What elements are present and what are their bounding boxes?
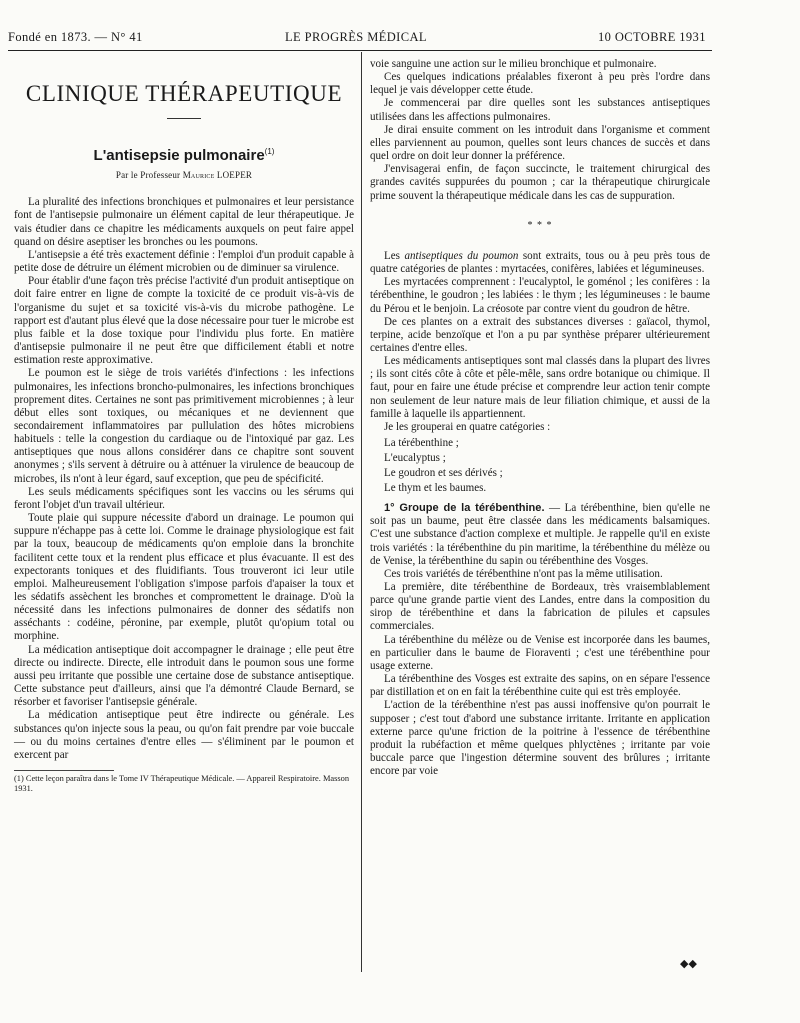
footnote-rule xyxy=(14,770,114,771)
issue-date: 10 OCTOBRE 1931 xyxy=(598,30,706,44)
footnote: (1) Cette leçon paraîtra dans le Tome IV Thérapeutique Médicale. — Appareil Respiratoire. Masson 1931. xyxy=(14,774,350,794)
column-divider xyxy=(361,52,362,972)
group1-paragraph xyxy=(370,502,710,568)
body-paragraph: Les myrtacées comprennent : l'eucalyptol, le goménol ; les conifères : la térébenthine, le goudron ; les labiées : le thym ; les légumineuses : le baume du Pérou et le benjoin. La créosote par contre vient du goudron de hêtre. xyxy=(370,276,710,315)
category-item: Le thym et les baumes. xyxy=(384,482,487,495)
left-body xyxy=(14,196,354,762)
article-title xyxy=(14,145,354,162)
body-paragraph: L'action de la térébenthine n'est pas aussi inoffensive qu'on pourrait le supposer ; c'est tout d'abord une substance irritante. Irritante en application externe parce qu'une friction de la poitrine à l'essence de térébenthine produit la rubéfaction et même quelques phlyctènes ; irritante par voie buccale parce que l'ingestion détermine souvent des brûlures ; irritante encore par voie xyxy=(370,699,710,778)
body-paragraph: Toute plaie qui suppure nécessite d'abord un drainage. Le poumon qui suppure n'échappe pas à cette loi. Comme le drainage physiologique est fait par la toux, beaucoup de médicaments qu'on emploie dans la bronchite facilitent cette toux et la rendent plus efficace et plus évacuante. Il est des expectorants toniques et des fluidifiants. Tous trouveront ici leur utile emploi. Malheureusement l'obligation s'impose parfois d'apaiser la toux et les sédatifs assèchent les bronches et compromettent le drainage. D'où la nécessité dans les infections pulmonaires de donner des sédatifs non asséchants : codéine, péronine, par exemple, plutôt qu'opium total ou morphine. xyxy=(14,512,354,643)
body-paragraph: La première, dite térébenthine de Bordeaux, très vraisemblablement parce qu'une grande partie vient des Landes, entre dans la composition du sirop de térébenthine et dans la fabrication de pilules et capsules commerciales. xyxy=(370,581,710,633)
category-list xyxy=(384,436,710,496)
body-paragraph: Je les grouperai en quatre catégories : xyxy=(384,420,551,433)
body-paragraph: La pluralité des infections bronchiques et pulmonaires et leur persistance font de l'antisepsie pulmonaire un élément capital de leur thérapeutique. Je vais étudier dans ce chapitre les médicaments auxquels on peut faire appel quand on désire aseptiser les bronches ou les poumons. xyxy=(14,196,354,248)
intro-italic: antiseptiques du poumon xyxy=(404,249,519,262)
body-paragraph: Les médicaments antiseptiques sont mal classés dans la plupart des livres ; ils sont cités côte à côte et pêle-mêle, sans ordre botanique ou chimique. Il faut, pour en faire une étude précise et comprendre leur action tenir compte non seulement de leur nature mais de leur filiation chimique, et aussi de la famille à laquelle ils appartiennent. xyxy=(370,355,710,420)
title-rule xyxy=(167,118,201,119)
body-paragraph: voie sanguine une action sur le milieu bronchique et pulmonaire. xyxy=(370,58,657,70)
intro-paragraph xyxy=(370,250,710,276)
category-item: Le goudron et ses dérivés ; xyxy=(384,467,503,480)
running-header xyxy=(0,28,800,50)
right-body-mid xyxy=(370,276,710,434)
body-paragraph: Ces quelques indications préalables fixeront à peu près l'ordre dans lequel je vais développer cette étude. xyxy=(370,71,710,97)
group1-heading: 1° Groupe de la térébenthine. xyxy=(384,502,545,515)
body-paragraph: La médication antiseptique doit accompagner le drainage ; elle peut être directe ou indirecte. Directe, elle introduit dans le poumon sous une forme aussi peu irritante que possible une certaine dose de substance antiseptique. Cette substance peut d'ailleurs, ainsi que l'a démontré Claude Bernard, se résorber et favoriser l'antisepsie générale. xyxy=(14,643,354,709)
right-body-bottom xyxy=(370,568,710,779)
journal-name: LE PROGRÈS MÉDICAL xyxy=(285,30,427,44)
author-name: Maurice LOEPER xyxy=(182,170,253,181)
header-rule xyxy=(8,50,712,51)
body-paragraph: La médication antiseptique peut être indirecte ou générale. Les substances qu'on injecte sous la peau, ou qu'on fait prendre par voie buccale — ou du moins certaines d'entre elles — s'éliminent par le poumon et exercent par xyxy=(14,709,354,761)
end-ornament: ◆◆ xyxy=(680,958,697,970)
body-paragraph: Je commencerai par dire quelles sont les substances antiseptiques utilisées dans les affections pulmonaires. xyxy=(370,97,710,123)
byline-prefix: Par le Professeur xyxy=(115,170,181,181)
section-break-stars: * * * xyxy=(527,219,553,231)
intro-lead: Les xyxy=(384,249,400,262)
body-paragraph: L'antisepsie a été très exactement définie : l'emploi d'un produit capable à petite dose de détruire un élément microbien ou de diminuer sa virulence. xyxy=(14,248,354,275)
right-body-top xyxy=(370,58,710,203)
left-column xyxy=(14,58,354,794)
section-title: CLINIQUE THÉRAPEUTIQUE xyxy=(25,81,343,106)
category-item: L'eucalyptus ; xyxy=(384,452,446,465)
body-paragraph: Je dirai ensuite comment on les introduit dans l'organisme et comment elles parviennent au poumon, quelles sont leurs chances de succès et dans quel ordre on doit leur donner la préférence. xyxy=(370,123,710,163)
group1-text: — La térébenthine, bien qu'elle ne soit pas un baume, peut être classée dans les médicaments balsamiques. C'est une substance d'action complexe et multiple. Je rappelle qu'il en existe trois variétés : la térébenthine du pin maritime, la térébenthine du mélèze ou de Venise, la térébenthine du sapin ou térébenthine des Vosges. xyxy=(370,502,710,567)
body-paragraph: De ces plantes on a extrait des substances diverses : gaïacol, thymol, terpine, acide benzoïque et l'on a pu par synthèse préparer ultérieurement certaines d'entre elles. xyxy=(370,315,710,354)
body-paragraph: Pour établir d'une façon très précise l'activité d'un produit antiseptique on doit faire entrer en ligne de compte la toxicité de ce produit vis-à-vis de l'organisme du sujet et sa toxicité vis-à-vis du microbe pathogène. Le rapport est d'autant plus élevé que la dose nécessaire pour tuer le microbe est plus faible et la dose toxique pour l'individu plus forte. En matière d'antisepsie pulmonaire il ne peut être que difficilement établi et notre estimation reste approximative. xyxy=(14,275,354,367)
body-paragraph: La térébenthine des Vosges est extraite des sapins, on en sépare l'essence par distillation et on en fait la térébenthine cuite qui est très employée. xyxy=(370,673,710,699)
intro-rest: sont extraits, tous ou à peu près tous de quatre catégories de plantes : myrtacées, conifères, labiées et légumineuses. xyxy=(370,249,711,276)
body-paragraph: Ces trois variétés de térébenthine n'ont pas la même utilisation. xyxy=(384,567,663,580)
footnote-ref: (1) xyxy=(264,147,275,156)
byline xyxy=(14,169,354,182)
header-founded: Fondé en 1873. — N° 41 xyxy=(8,30,143,44)
body-paragraph: La térébenthine du mélèze ou de Venise est incorporée dans les baumes, en particulier dans le baume de Fioraventi ; c'est une térébenthine pour usage externe. xyxy=(370,633,710,672)
category-item: La térébenthine ; xyxy=(384,437,459,450)
right-column xyxy=(370,58,710,778)
body-paragraph: Les seuls médicaments spécifiques sont les vaccins ou les sérums qui feront l'objet d'un travail ultérieur. xyxy=(14,485,354,511)
article-title-text: L'antisepsie pulmonaire xyxy=(93,147,265,164)
body-paragraph: Le poumon est le siège de trois variétés d'infections : les infections pulmonaires, les infections broncho-pulmonaires, les infections bronchiques proprement dites. Certaines ne sont pas primitivement microbiennes ; à leur début elles sont toxiques, ou mécaniques et ne deviennent que secondairement inflammatoires par pullulation des hôtes microbiens habituels : telle la congestion du cardiaque ou de l'intoxiqué par gaz. Les antiseptiques que nous allons considérer dans ce chapitre sont souvent anonymes ; s'ils servent à détruire ou à atténuer la virulence de beaucoup de microbes, ils n'ont à leur égard, sauf exception, que peu de spécificité. xyxy=(14,367,354,485)
body-paragraph: J'envisagerai enfin, de façon succincte, le traitement chirurgical des grandes cavités suppurées du poumon ; car la thérapeutique chirurgicale prime souvent la thérapeutique médicale dans les cas de suppuration. xyxy=(370,163,710,202)
